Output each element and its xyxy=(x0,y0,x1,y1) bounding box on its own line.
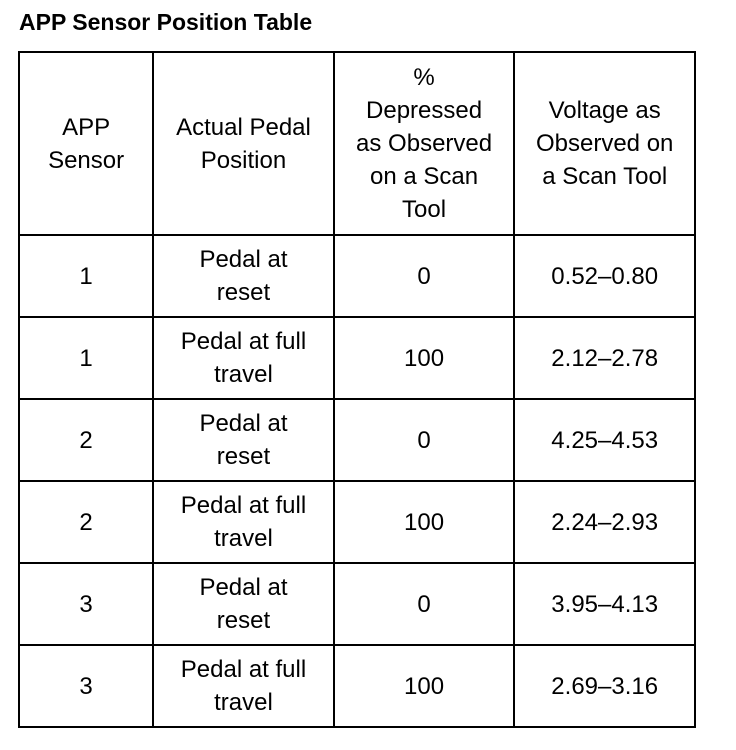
header-line: % xyxy=(413,64,435,91)
sensor-cell: 2 xyxy=(19,481,153,563)
position-line: travel xyxy=(214,689,273,716)
position-cell xyxy=(153,481,334,563)
percent-cell: 0 xyxy=(334,235,515,317)
position-line: travel xyxy=(214,525,273,552)
table-row xyxy=(19,317,695,399)
header-line: APP xyxy=(62,113,111,141)
table-row xyxy=(19,399,695,481)
sensor-cell: 3 xyxy=(19,645,153,727)
position-line: reset xyxy=(216,279,271,306)
voltage-cell: 2.24–2.93 xyxy=(514,481,695,563)
header-line: Voltage as xyxy=(548,97,661,124)
table-title: APP Sensor Position Table xyxy=(19,9,313,35)
table-row xyxy=(19,645,695,727)
header-line: Tool xyxy=(402,196,447,223)
sensor-cell: 2 xyxy=(19,399,153,481)
header-voltage xyxy=(514,52,695,235)
sensor-cell: 3 xyxy=(19,563,153,645)
header-line: Observed on xyxy=(535,130,674,157)
header-line: Actual Pedal xyxy=(176,113,311,141)
position-cell xyxy=(153,317,334,399)
position-line: Pedal at xyxy=(199,246,288,273)
header-line: on a Scan xyxy=(370,163,479,190)
header-actual-pedal-position xyxy=(153,52,334,235)
voltage-cell: 3.95–4.13 xyxy=(514,563,695,645)
header-app-sensor xyxy=(19,52,153,235)
percent-cell: 0 xyxy=(334,399,515,481)
header-row xyxy=(19,52,695,235)
percent-cell: 0 xyxy=(334,563,515,645)
position-cell xyxy=(153,645,334,727)
table-row xyxy=(19,235,695,317)
header-percent-depressed xyxy=(334,52,515,235)
header-line: as Observed xyxy=(356,130,493,157)
position-line: reset xyxy=(216,443,271,470)
voltage-cell: 2.12–2.78 xyxy=(514,317,695,399)
voltage-cell: 0.52–0.80 xyxy=(514,235,695,317)
table-row xyxy=(19,481,695,563)
header-line: Depressed xyxy=(366,97,483,124)
header-line: Sensor xyxy=(48,146,125,174)
position-cell xyxy=(153,235,334,317)
percent-cell: 100 xyxy=(334,645,515,727)
sensor-cell: 1 xyxy=(19,235,153,317)
position-line: Pedal at xyxy=(199,574,288,601)
table-row xyxy=(19,563,695,645)
voltage-cell: 4.25–4.53 xyxy=(514,399,695,481)
position-line: reset xyxy=(216,607,271,634)
position-line: Pedal at full xyxy=(180,492,307,519)
position-line: Pedal at xyxy=(199,410,288,437)
position-cell xyxy=(153,399,334,481)
position-line: travel xyxy=(214,361,273,388)
percent-cell: 100 xyxy=(334,317,515,399)
header-line: a Scan Tool xyxy=(542,163,668,190)
percent-cell: 100 xyxy=(334,481,515,563)
app-sensor-position-table xyxy=(18,51,696,728)
header-line: Position xyxy=(200,146,287,174)
voltage-cell: 2.69–3.16 xyxy=(514,645,695,727)
position-cell xyxy=(153,563,334,645)
sensor-cell: 1 xyxy=(19,317,153,399)
position-line: Pedal at full xyxy=(180,656,307,683)
position-line: Pedal at full xyxy=(180,328,307,355)
